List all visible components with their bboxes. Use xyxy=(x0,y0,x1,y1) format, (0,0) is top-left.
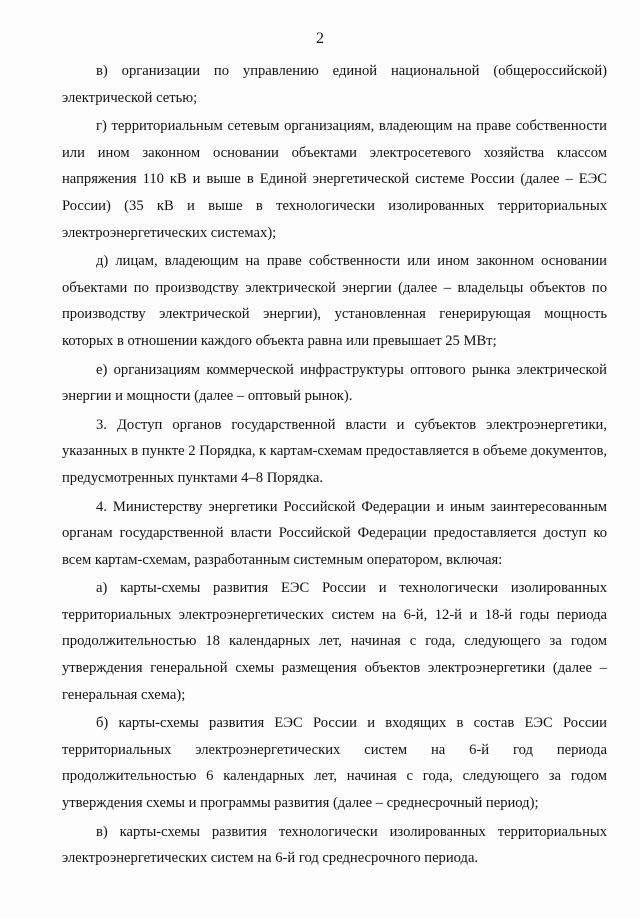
document-body xyxy=(62,58,607,872)
paragraph-d-generation-owners: д) лицам, владеющим на праве собственности или ином законном основании объектами по производству электрической энергии (далее – владельцы объектов по производству электрической энергии), установленная генерирующая мощность которых в отношении каждого объекта равна или превышает 25 МВт; xyxy=(62,253,607,349)
paragraph-v-isolated-systems: в) карты-схемы развития технологически изолированных территориальных электроэнергетических систем на 6-й год среднесрочного периода. xyxy=(62,823,607,867)
paragraph-a-maps-18-years: а) карты-схемы развития ЕЭС России и технологически изолированных территориальных электроэнергетических систем на 6-й, 12-й и 18-й годы периода продолжительностью 18 календарных лет, начиная с года, следующего за годом утверждения генеральной схемы размещения объектов электроэнергетики (далее – генеральная схема); xyxy=(62,580,607,703)
paragraph-3-access: 3. Доступ органов государственной власти и субъектов электроэнергетики, указанных в пункте 2 Порядка, к картам-схемам предоставляется в объеме документов, предусмотренных пунктами 4–8 Порядка. xyxy=(62,416,607,486)
paragraph-b-maps-6-years: б) карты-схемы развития ЕЭС России и входящих в состав ЕЭС России территориальных электроэнергетических систем на 6-й год периода продолжительностью 6 календарных лет, начиная с года, следующего за годом утверждения схемы и программы развития (далее – среднесрочный период); xyxy=(62,715,607,812)
paragraph-g-territorial-grid: г) территориальным сетевым организациям, владеющим на праве собственности или ином законном основании объектами электросетевого хозяйства классом напряжения 110 кВ и выше в Единой энергетической системе России (далее – ЕЭС России) (35 кВ и выше в технологически изолированных территориальных электроэнергетических системах); xyxy=(62,118,607,241)
page-number: 2 xyxy=(316,30,324,47)
paragraph-e-wholesale-market: е) организациям коммерческой инфраструктуры оптового рынка электрической энергии и мощности (далее – оптовый рынок). xyxy=(62,361,607,405)
paragraph-4-ministry: 4. Министерству энергетики Российской Федерации и иным заинтересованным органам государственной власти Российской Федерации предоставляется доступ ко всем картам-схемам, разработанным системным оператором, включая: xyxy=(62,498,607,568)
paragraph-v-grid-operator: в) организации по управлению единой национальной (общероссийской) электрической сетью; xyxy=(62,63,607,106)
